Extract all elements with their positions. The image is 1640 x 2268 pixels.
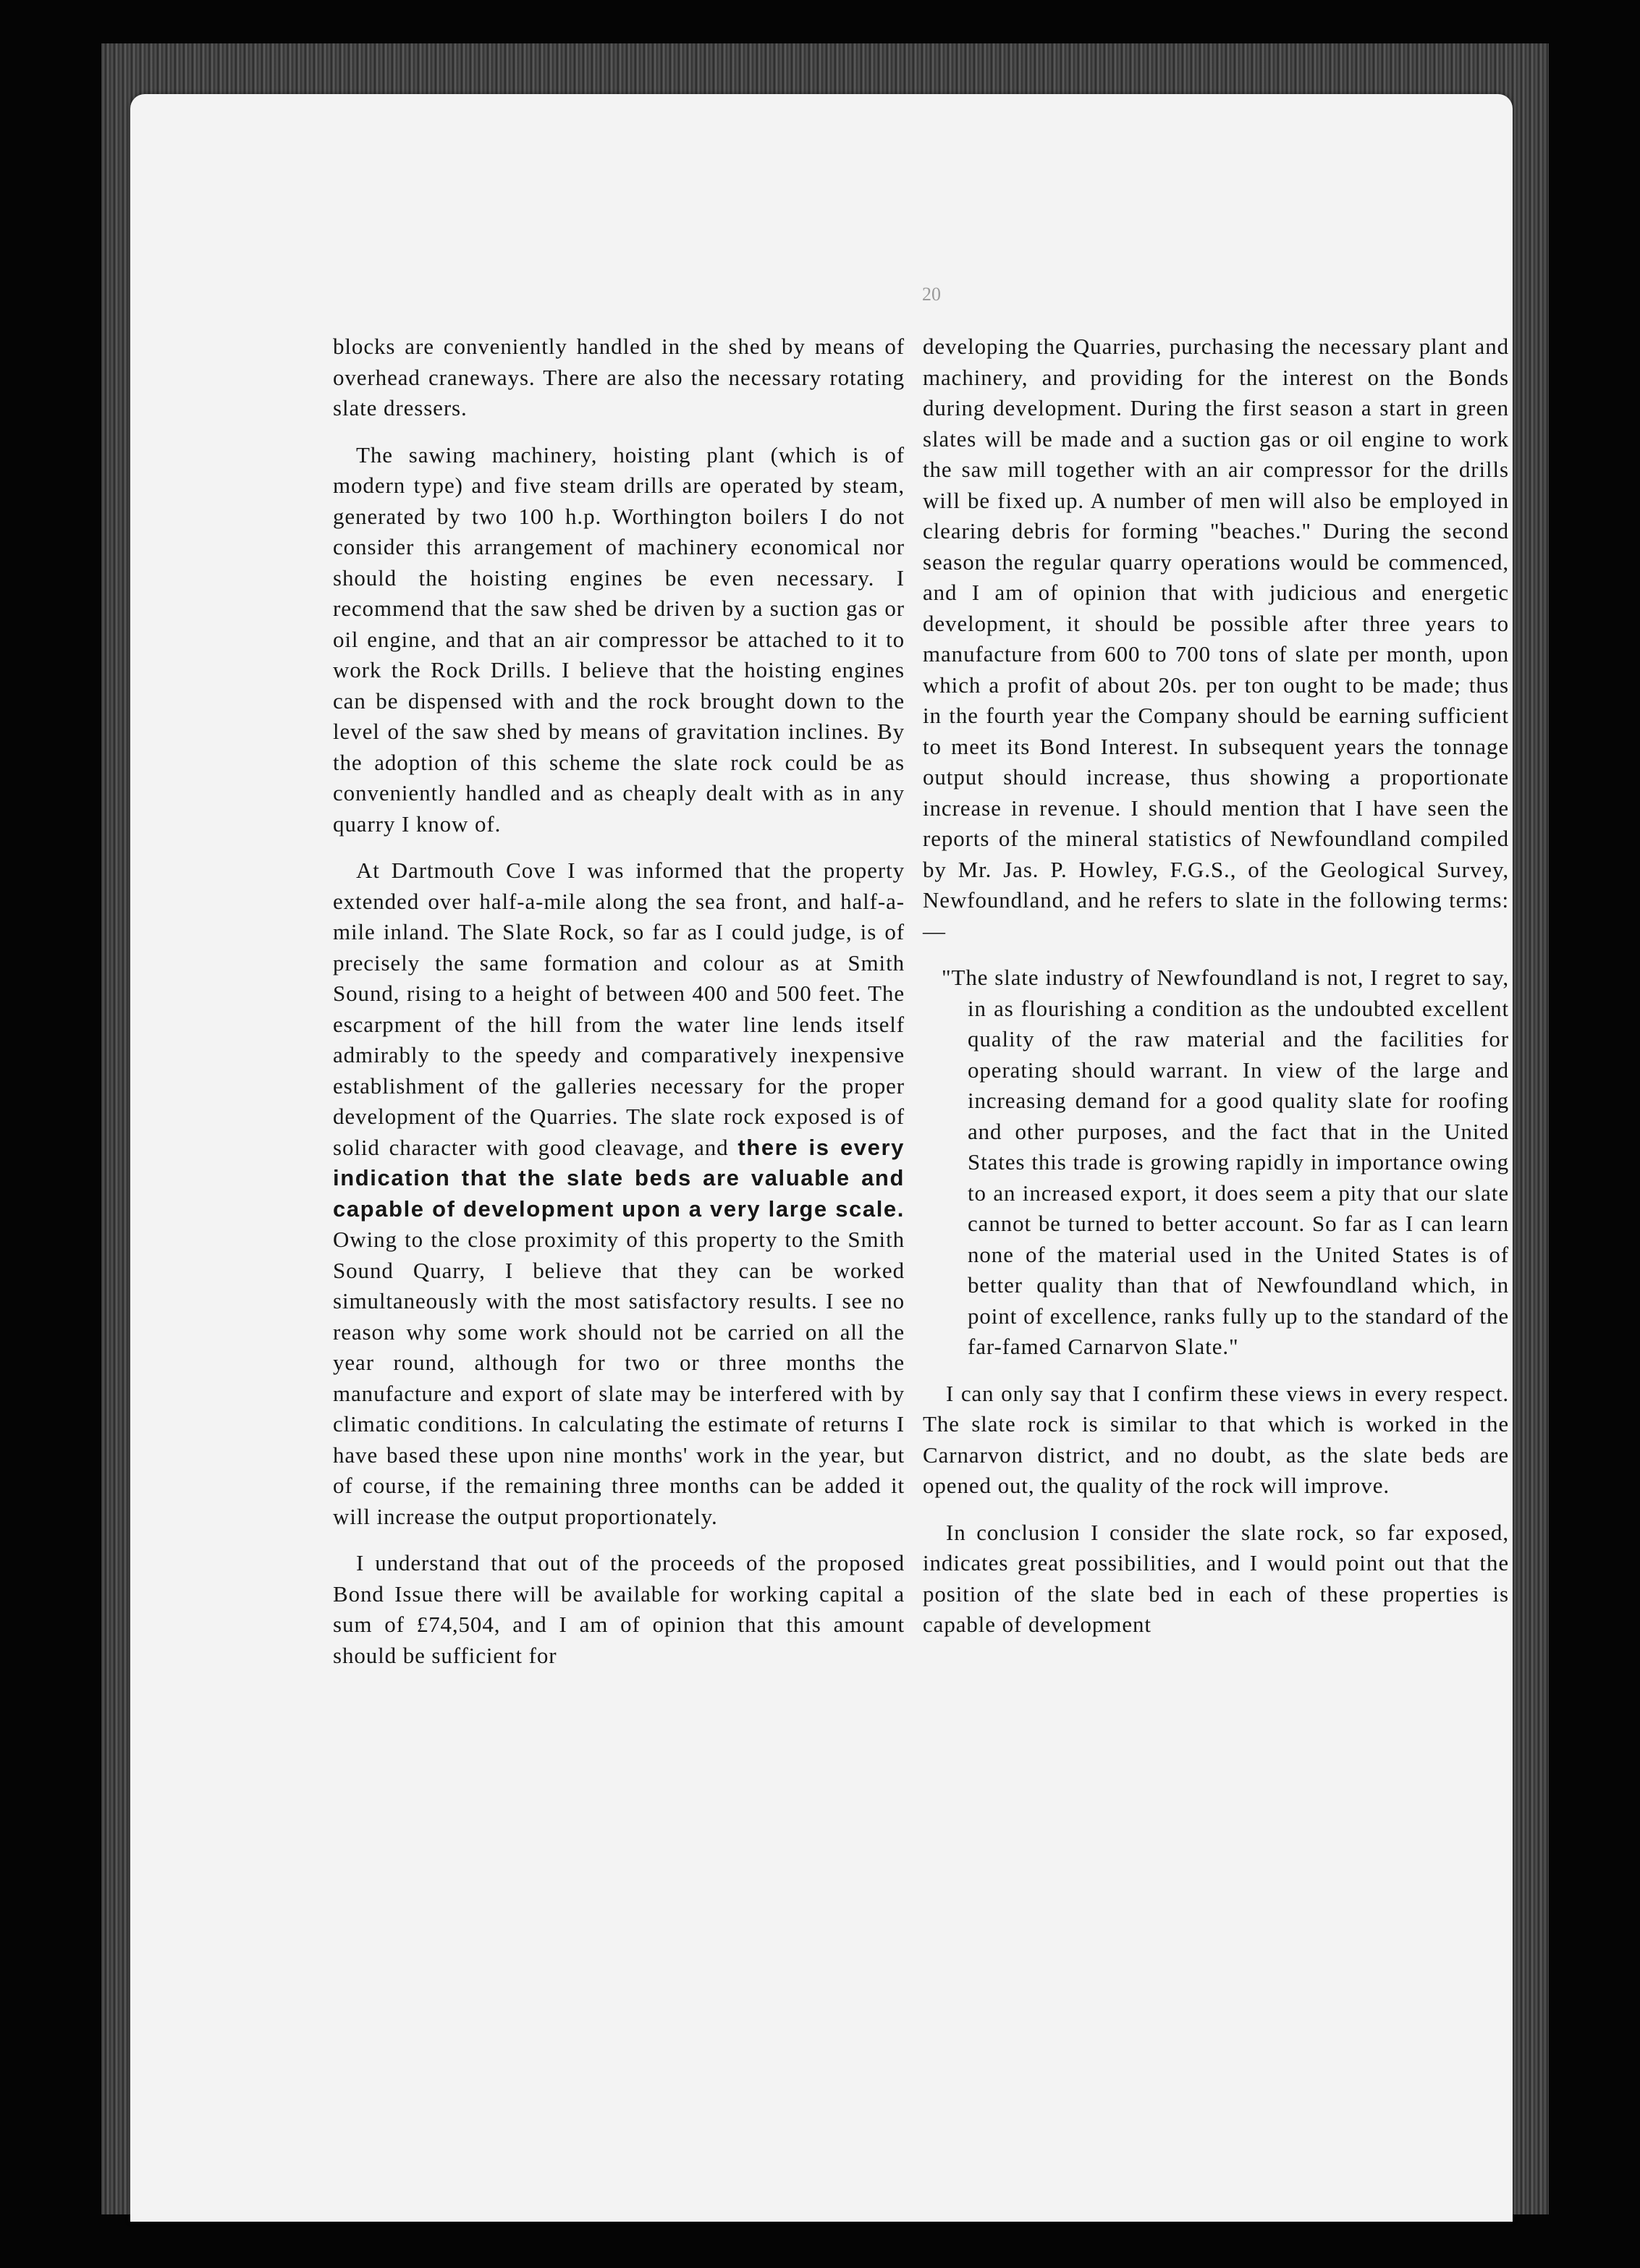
left-paragraph-2: The sawing machinery, hoisting plant (which is of modern type) and five steam drills are operated by steam, generated by two 100 h.p. Worthington boilers I do not consider this arrangement of machinery economical nor should the hoisting engines be even necessary. I recommend that the saw shed be driven by a suction gas or oil engine, and that an air compressor be attached to it to work the Rock Drills. I believe that the hoisting engines can be dispensed with and the rock brought down to the level of the saw shed by means of gravitation inclines. By the adoption of this scheme the slate rock could be as conveniently handled and as cheaply dealt with as in any quarry I know of.	[333, 441, 905, 837]
left-paragraph-3-start: At Dartmouth Cove I was informed that the property extended over half-a-mile along the sea front, and half-a-mile inland. The Slate Rock, so far as I could judge, is of precisely the same formation and colour as at Smith Sound, rising to a height of between 400 and 500 feet. The escarpment of the hill from the water line lends itself admirably to the speedy and comparatively inexpensive establishment of the galleries necessary for the proper development of the Quarries. The slate rock exposed is of solid character with good cleavage, and	[333, 858, 905, 1160]
left-paragraph-4: I understand that out of the proceeds of the proposed Bond Issue there will be available for working capital a sum of £74,504, and I am of opinion that this amount should be sufficient for	[333, 1550, 905, 1668]
left-paragraph-3	[333, 855, 905, 1532]
page-number: 20	[922, 284, 941, 305]
left-column	[333, 331, 905, 1671]
left-paragraph-3-end: Owing to the close proximity of this property to the Smith Sound Quarry, I believe that they can be worked simultaneously with the most satisfactory results. I see no reason why some work should not be carried on all the year round, although for two or three months the manufacture and export of slate may be interfered with by climatic conditions. In calculating the estimate of returns I have based these upon nine months' work in the year, but of course, if the remaining three months can be added it will increase the output proportionately.	[333, 1227, 905, 1529]
left-paragraph-1: blocks are conveniently handled in the shed by means of overhead craneways. There are also the necessary rotating slate dressers.	[333, 334, 905, 420]
block-quote: "The slate industry of Newfoundland is not, I regret to say, in as flourishing a condition as the undoubted excellent quality of the raw material and the facilities for operating should warrant. In view of the large and increasing demand for a good quality slate for roofing and other purposes, and the fact that in the United States this trade is growing rapidly in importance owing to an increased export, it does seem a pity that our slate cannot be turned to better account. So far as I can learn none of the material used in the United States is of better quality than that of Newfoundland which, in point of excellence, ranks fully up to the standard of the far-famed Carnarvon Slate."	[942, 965, 1509, 1359]
right-paragraph-1: developing the Quarries, purchasing the necessary plant and machinery, and providing for the interest on the Bonds during development. During the first season a start in green slates will be made and a suction gas or oil engine to work the saw mill together with an air compressor for the drills will be fixed up. A number of men will also be employed in clearing debris for forming "beaches." During the second season the regular quarry operations would be commenced, and I am of opinion that with judicious and energetic development, it should be possible after three years to manufacture from 600 to 700 tons of slate per month, upon which a profit of about 20s. per ton ought to be made; thus in the fourth year the Company should be earning sufficient to meet its Bond Interest. In subsequent years the tonnage output should increase, thus showing a proportionate increase in revenue. I should mention that I have seen the reports of the mineral statistics of Newfoundland compiled by Mr. Jas. P. Howley, F.G.S., of the Geological Survey, Newfoundland, and he refers to slate in the following terms:—	[923, 334, 1509, 944]
right-paragraph-2: I can only say that I confirm these views in every respect. The slate rock is similar to that which is worked in the Carnarvon district, and no doubt, as the slate beds are opened out, the quality of the rock will improve.	[923, 1380, 1509, 1498]
emphasized-statement: there is every indication that the slate beds are valuable and capable of development upon a very large scale.	[333, 1134, 905, 1222]
right-paragraph-3: In conclusion I consider the slate rock, so far exposed, indicates great possibilities, and I would point out that the position of the slate bed in each of these properties is capable of development	[923, 1519, 1509, 1637]
right-column	[923, 331, 1509, 1641]
